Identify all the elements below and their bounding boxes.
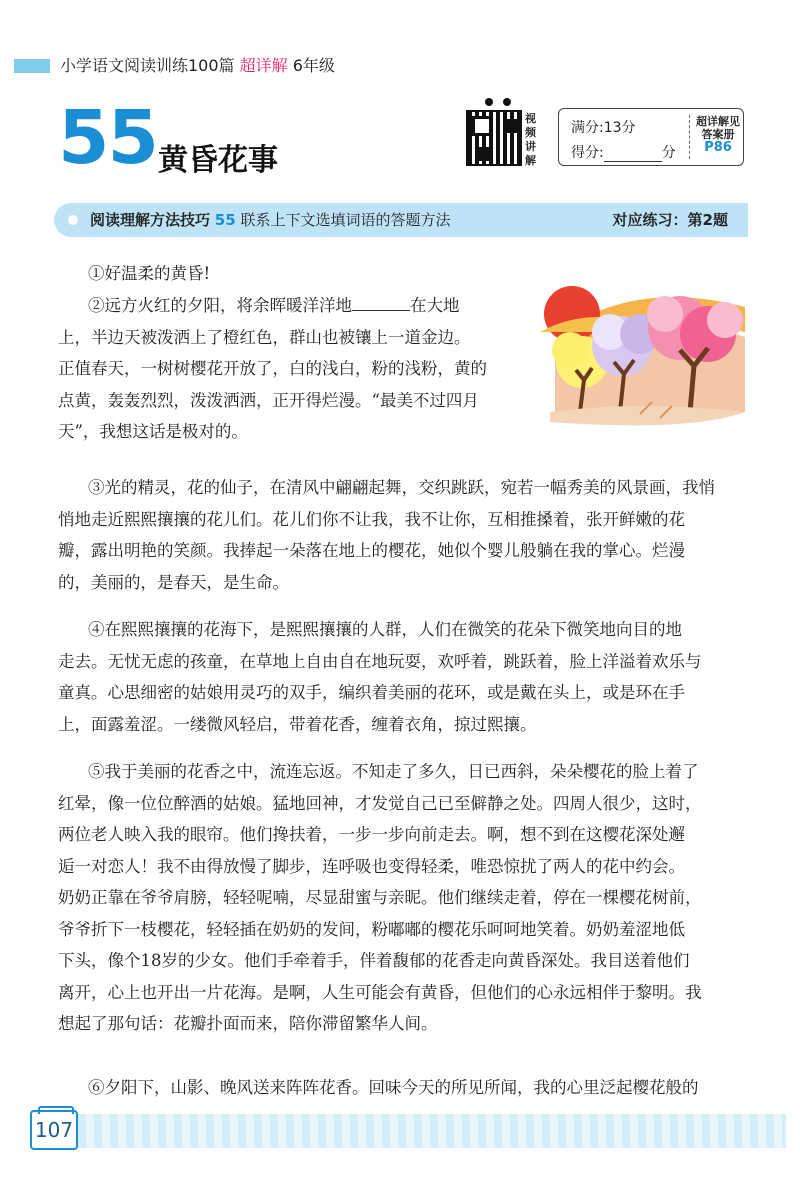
p2-line: 点黄，轰轰烈烈，泼泼洒洒，正开得烂漫。“最美不过四月 [58,390,479,410]
method-exercise: 对应练习：第2题 [612,211,728,229]
got-score-label: 得分: [571,145,604,161]
ref-page: P86 [704,140,732,155]
paragraph-6: ⑥夕阳下，山影、晚风送来阵阵花香。回味今天的所见所闻，我的心里泛起樱花般的 [88,1078,699,1097]
p5-line: 离开，心上也开出一片花海。是啊，人生可能会有黄昏，但他们的心永远相伴于黎明。我 [58,982,702,1002]
p3-line: 悄地走近熙熙攘攘的花儿们。花儿们你不让我，我不让你，互相推搡着，张开鲜嫩的花 [58,509,685,529]
method-number: 55 [214,211,236,229]
p4-line: 童真。心思细密的姑娘用灵巧的双手，编织着美丽的花环，或是戴在头上，或是环在手 [58,683,685,702]
cherry-blossom-illustration [540,262,750,432]
method-text [90,203,450,237]
p3-line: ③光的精灵，花的仙子，在清风中翩翩起舞，交织跳跃，宛若一幅秀美的风景画，我悄 [88,478,715,497]
p2-text-b: 在大地 [410,296,460,315]
paragraph-3 [58,472,758,598]
p5-line: 红晕，像一位位醉酒的姑娘。猛地回神，才发觉自己已至僻静之处。四周人很少，这时， [58,793,702,813]
p5-line: ⑤我于美丽的花香之中，流连忘返。不知走了多久，日已西斜，朵朵樱花的脸上着了 [88,762,699,781]
p4-line: 上，面露羞涩。一缕微风轻启，带着花香，缠着衣角，掠过熙攘。 [58,714,537,734]
paragraph-5 [58,756,758,1040]
p5-line: 下头，像个18岁的少女。他们手牵着手，伴着馥郁的花香走向黄昏深处。我目送着他们 [58,951,690,970]
score-divider [689,115,690,159]
paragraph-2 [58,290,528,448]
method-desc: 联系上下文选填词语的答题方法 [240,211,451,229]
p5-line: 两位老人映入我的眼帘。他们搀扶着，一步一步向前走去。啊，想不到在这樱花深处邂 [58,825,685,844]
p2-line: 上，半边天被泼洒上了橙红色，群山也被镶上一道金边。 [58,327,471,347]
book-title-accent: 超详解 [239,56,288,75]
p3-line: 的，美丽的，是春天，是生命。 [58,572,289,592]
method-label: 阅读理解方法技巧 [90,211,211,229]
p2-text-a: ②远方火红的夕阳，将余晖暖洋洋地 [88,296,352,315]
book-grade: 6年级 [292,56,335,75]
p3-line: 瓣，露出明艳的笑颜。我捧起一朵落在地上的樱花，她似个婴儿般躺在我的掌心。烂漫 [58,541,685,560]
paragraph-1: ①好温柔的黄昏! [88,264,211,283]
p4-line: ④在熙熙攘攘的花海下，是熙熙攘攘的人群，人们在微笑的花朵下微笑地向目的地 [88,620,682,639]
score-box [558,108,744,166]
score-blank[interactable] [604,147,662,162]
header-accent-bar [14,59,50,73]
answer-reference [692,115,744,154]
p5-line: 奶奶正靠在爷爷肩膀，轻轻呢喃，尽显甜蜜与亲昵。他们继续走着，停在一棵樱花树前， [58,888,702,907]
p2-line: 天”，我想这话是极对的。 [58,422,248,441]
p2-line: 正值春天，一树树樱花开放了，白的浅白，粉的浅粉，黄的 [58,359,487,378]
book-header [0,55,800,77]
paragraph-2-first-line [58,290,528,322]
p5-line: 逅一对恋人！我不由得放慢了脚步，连呼吸也变得轻柔，唯恐惊扰了两人的花中约会。 [58,856,685,876]
fill-blank[interactable] [352,292,410,311]
p4-line: 走去。无忧无虑的孩童，在草地上自由自在地玩耍，欢呼着，跳跃着，脸上洋溢着欢乐与 [58,651,702,671]
lesson-title: 黄昏花事 [158,143,278,178]
full-score: 满分:13分 [571,120,636,136]
got-score [571,142,676,162]
book-title [60,55,335,77]
book-title-text: 小学语文阅读训练100篇 [60,56,235,75]
footer-strip [30,1114,786,1148]
p5-line: 想起了那句话：花瓣扑面而来，陪你滞留繁华人间。 [58,1014,438,1033]
score-unit: 分 [661,145,676,161]
paragraph-4 [58,614,758,740]
ref-line1: 超详解见 [696,115,740,128]
qr-code-icon[interactable] [466,110,522,166]
qr-label: 视频讲解 [525,112,536,167]
bullet-dot-icon [68,215,78,225]
p5-line: 爷爷折下一枝樱花，轻轻插在奶奶的发间，粉嘟嘟的樱花乐呵呵地笑着。奶奶羞涩地低 [58,919,685,939]
ref-line2: 答案册 [701,128,735,141]
method-bar [54,203,748,237]
page-number: 107 [30,1110,78,1150]
lesson-number: 55 [58,95,157,181]
